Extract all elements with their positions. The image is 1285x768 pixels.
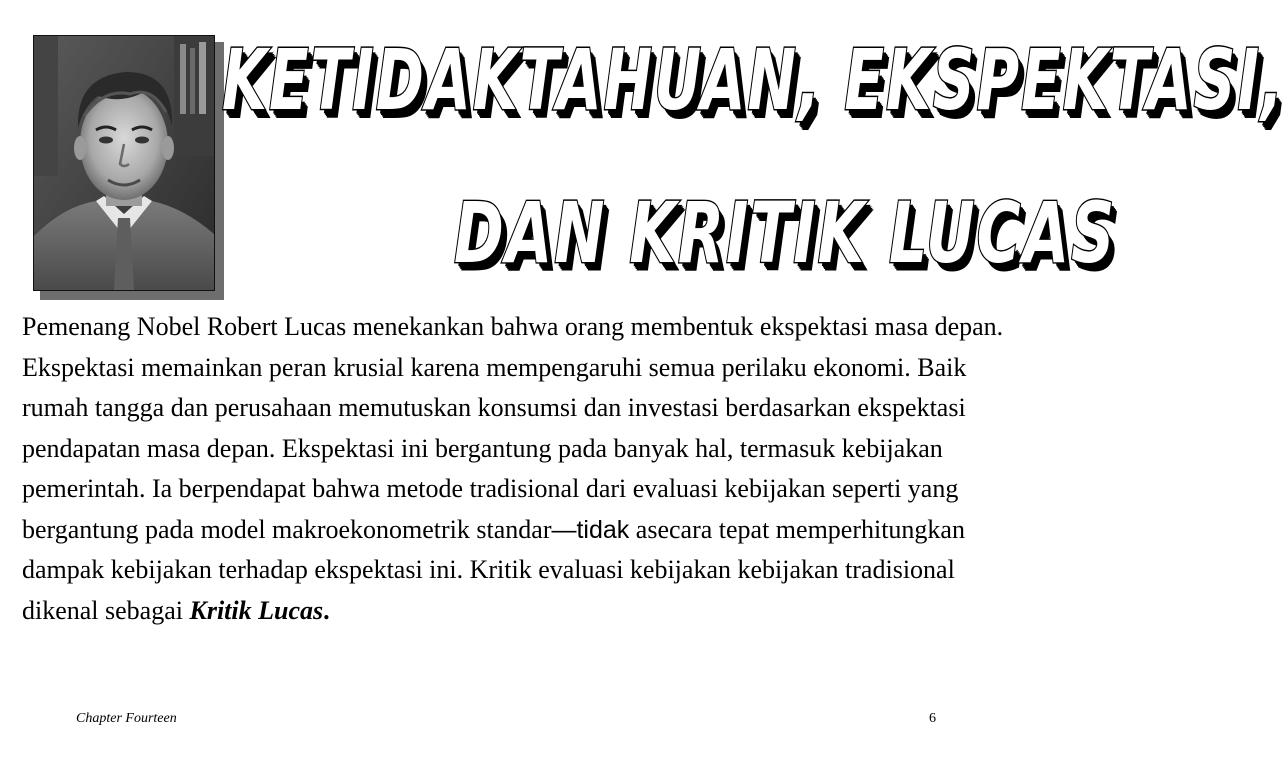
body-text-period: .: [323, 595, 330, 625]
slide-title-line-1: KETIDAKTAHUAN, EKSPEKTASI,: [222, 30, 1285, 130]
body-text-emphasis: Kritik Lucas: [189, 595, 324, 625]
footer-page-number: 6: [929, 711, 936, 726]
body-text-tidak: —tidak: [551, 515, 630, 544]
body-text-part-1: Pemenang Nobel Robert Lucas menekankan bahwa orang membentuk ekspektasi masa depan. Ekspektasi memainkan peran krusial karena mempengaruhi semua perilaku ekonomi. Baik rumah tangga dan perusahaan memutuskan konsumsi dan investasi berdasarkan ekspektasi pendapatan masa depan. Ekspektasi ini bergantung pada banyak hal, termasuk kebijakan pemerintah. Ia berpendapat bahwa metode tradisional dari evaluasi kebijakan seperti yang bergantung pada model makroekonometrik standar: [22, 312, 1004, 544]
portrait-photo-icon: [33, 35, 215, 291]
slide-title-line-2: DAN KRITIK LUCAS: [454, 185, 1117, 283]
body-paragraph: [22, 307, 1014, 631]
body-text-part-3: asecara tepat memperhitungkan dampak kebijakan terhadap ekspektasi ini. Kritik evaluasi kebijakan kebijakan tradisional dikenal sebagai: [22, 514, 965, 625]
footer-chapter-label: Chapter Fourteen: [76, 711, 177, 726]
